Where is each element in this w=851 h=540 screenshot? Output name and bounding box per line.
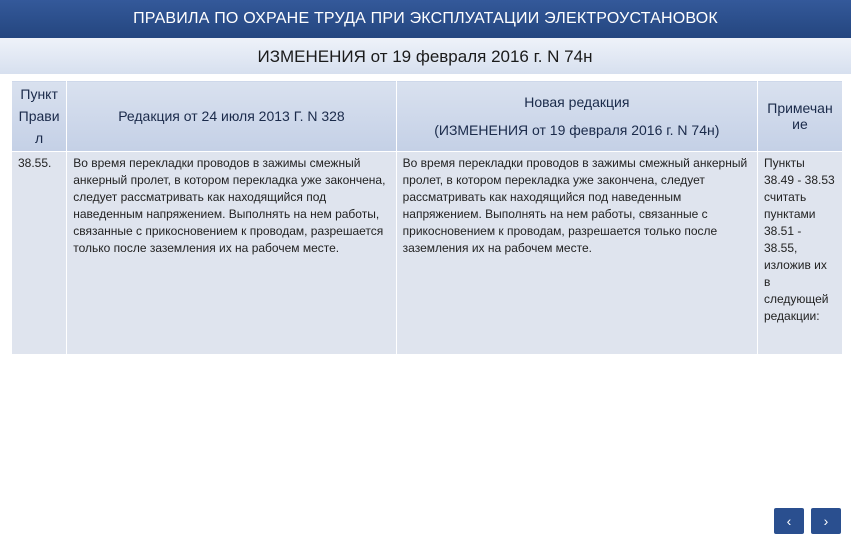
cell-new-text: Во время перекладки проводов в зажимы смежный анкерный пролет, в котором перекладка уже закончена, следует рассматривать как находящийся под наведенным напряжением. Выполнять на нем работы, связанные с прикосновением к проводам, разрешается только после заземления их на рабочем месте. — [396, 152, 757, 355]
cell-old-text: Во время перекладки проводов в зажимы смежный анкерный пролет, в котором перекладка уже закончена, следует рассматривать как находящийся под наведенным напряжением. Выполнять на нем работы, связанные с прикосновением к проводам, разрешается только после заземления их на рабочем месте. — [67, 152, 396, 355]
comparison-table — [11, 80, 843, 355]
new-edition-label: Новая редакция — [524, 94, 630, 110]
cell-point: 38.55. — [12, 152, 67, 355]
next-slide-button[interactable] — [811, 508, 841, 534]
column-header-new-edition — [396, 81, 757, 152]
column-header-note: Примечан ие — [757, 81, 842, 152]
chevron-right-icon: › — [823, 513, 829, 529]
chevron-left-icon: ‹ — [786, 513, 792, 529]
new-edition-sub: (ИЗМЕНЕНИЯ от 19 февраля 2016 г. N 74н) — [434, 122, 720, 138]
cell-note: Пункты 38.49 - 38.53 считать пунктами 38.51 - 38.55, изложив их в следующей редакции: — [757, 152, 842, 355]
table-header-row — [12, 81, 843, 152]
column-header-point: Пункт Прави л — [12, 81, 67, 152]
subtitle-band — [0, 38, 851, 74]
subtitle: ИЗМЕНЕНИЯ от 19 февраля 2016 г. N 74н — [257, 47, 593, 66]
table-row — [12, 152, 843, 355]
column-header-old-edition: Редакция от 24 июля 2013 Г. N 328 — [67, 81, 396, 152]
page-title: ПРАВИЛА ПО ОХРАНЕ ТРУДА ПРИ ЭКСПЛУАТАЦИИ ЭЛЕКТРОУСТАНОВОК — [0, 0, 851, 38]
prev-slide-button[interactable] — [774, 508, 804, 534]
